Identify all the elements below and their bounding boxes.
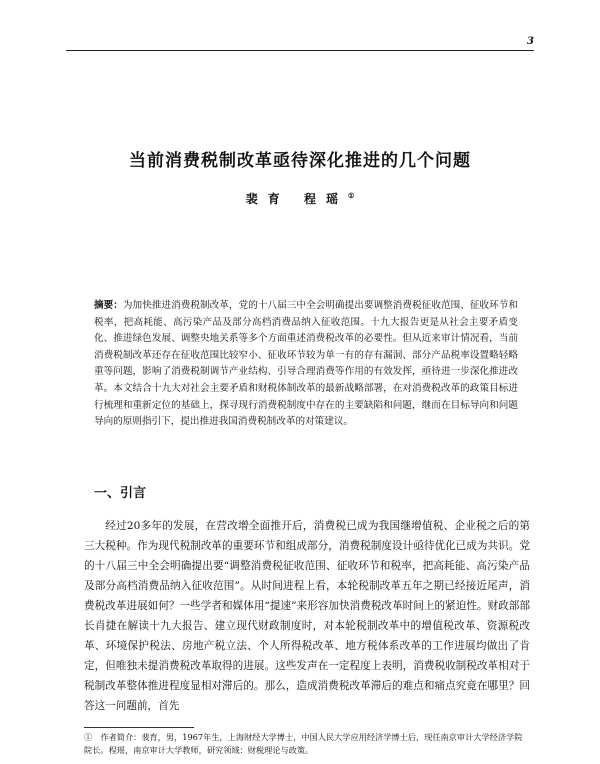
abstract-label: 摘要： (94, 300, 123, 311)
author-footnote-mark: ① (347, 191, 355, 200)
footnote-rule (84, 727, 194, 728)
abstract-text: 为加快推进消费税制改革，党的十八届三中全会明确提出要调整消费税征收范围、征收环节和税率，把高耗能、高污染产品及部分高档消费品纳入征收范围。十九大报告更是从社会主要矛盾变化、推进绿色发展、调整央地关系等多个方面重述消费税改革的必要性。但从近来审计情况看，当前消费税制改革还存在征收范围比较窄小、征收环节较为单一有的存有漏洞、部分产品税率设置略轻略重等问题，影响了消费税制调节产业结构、引导合理消费等作用的有效发挥，亟待进一步深化推进改革。本文结合十九大对社会主要矛盾和财税体制改革的最新战略部署，在对消费税改革的政策目标进行梳理和重新定位的基础上，探寻现行消费税制度中存在的主要缺陷和问题，继而在目标导向和问题导向的原则指引下，提出推进我国消费税制改革的对策建议。 (94, 300, 519, 428)
body-paragraph: 经过20多年的发展，在营改增全面推开后，消费税已成为我国继增值税、企业税之后的第三大税种。作为现代税制改革的重要环节和组成部分，消费税制度设计亟待优化已成为共识。党的十八届三中全会明确提出要“调整消费税征收范围、征收环节和税率，把高耗能、高污染产品及部分高档消费品纳入征收范围”。从时间进程上看，本轮税制改革五年之期已经接近尾声，消费税改革进展如何？一些学者和媒体用“提速”来形容加快消费税改革时间上的紧迫性。财政部部长肖捷在解读十九大报告、建立现代财政制度时，对本轮税制改革中的增值税改革、资源税改革、环境保护税法、房地产税立法、个人所得税改革、地方税体系改革的工作进展均做出了肯定，但唯独未提消费税改革取得的进展。这些发声在一定程度上表明，消费税收制税改革相对于税制改革整体推进程度显相对滞后的。那么，造成消费税改革滞后的难点和痛点究竟在哪里？回答这一问题前，首先 (84, 520, 530, 712)
paper-title: 当前消费税制改革亟待深化推进的几个问题 (129, 151, 471, 171)
header-rule (66, 50, 534, 51)
page-number: 3 (527, 36, 534, 47)
author-names: 裴育 程瑶 (245, 192, 348, 206)
footnote: ① 作者简介：裴育，男，1967年生，上海财经大学博士，中国人民大学应用经济学博士后，现任南京审计大学经济学院院长。程瑶，南京审计大学教师，研究领域：财税理论与政策。 (84, 732, 523, 755)
author-line (0, 190, 600, 207)
abstract (94, 298, 518, 431)
section-heading-introduction: 一、引言 (94, 486, 147, 501)
